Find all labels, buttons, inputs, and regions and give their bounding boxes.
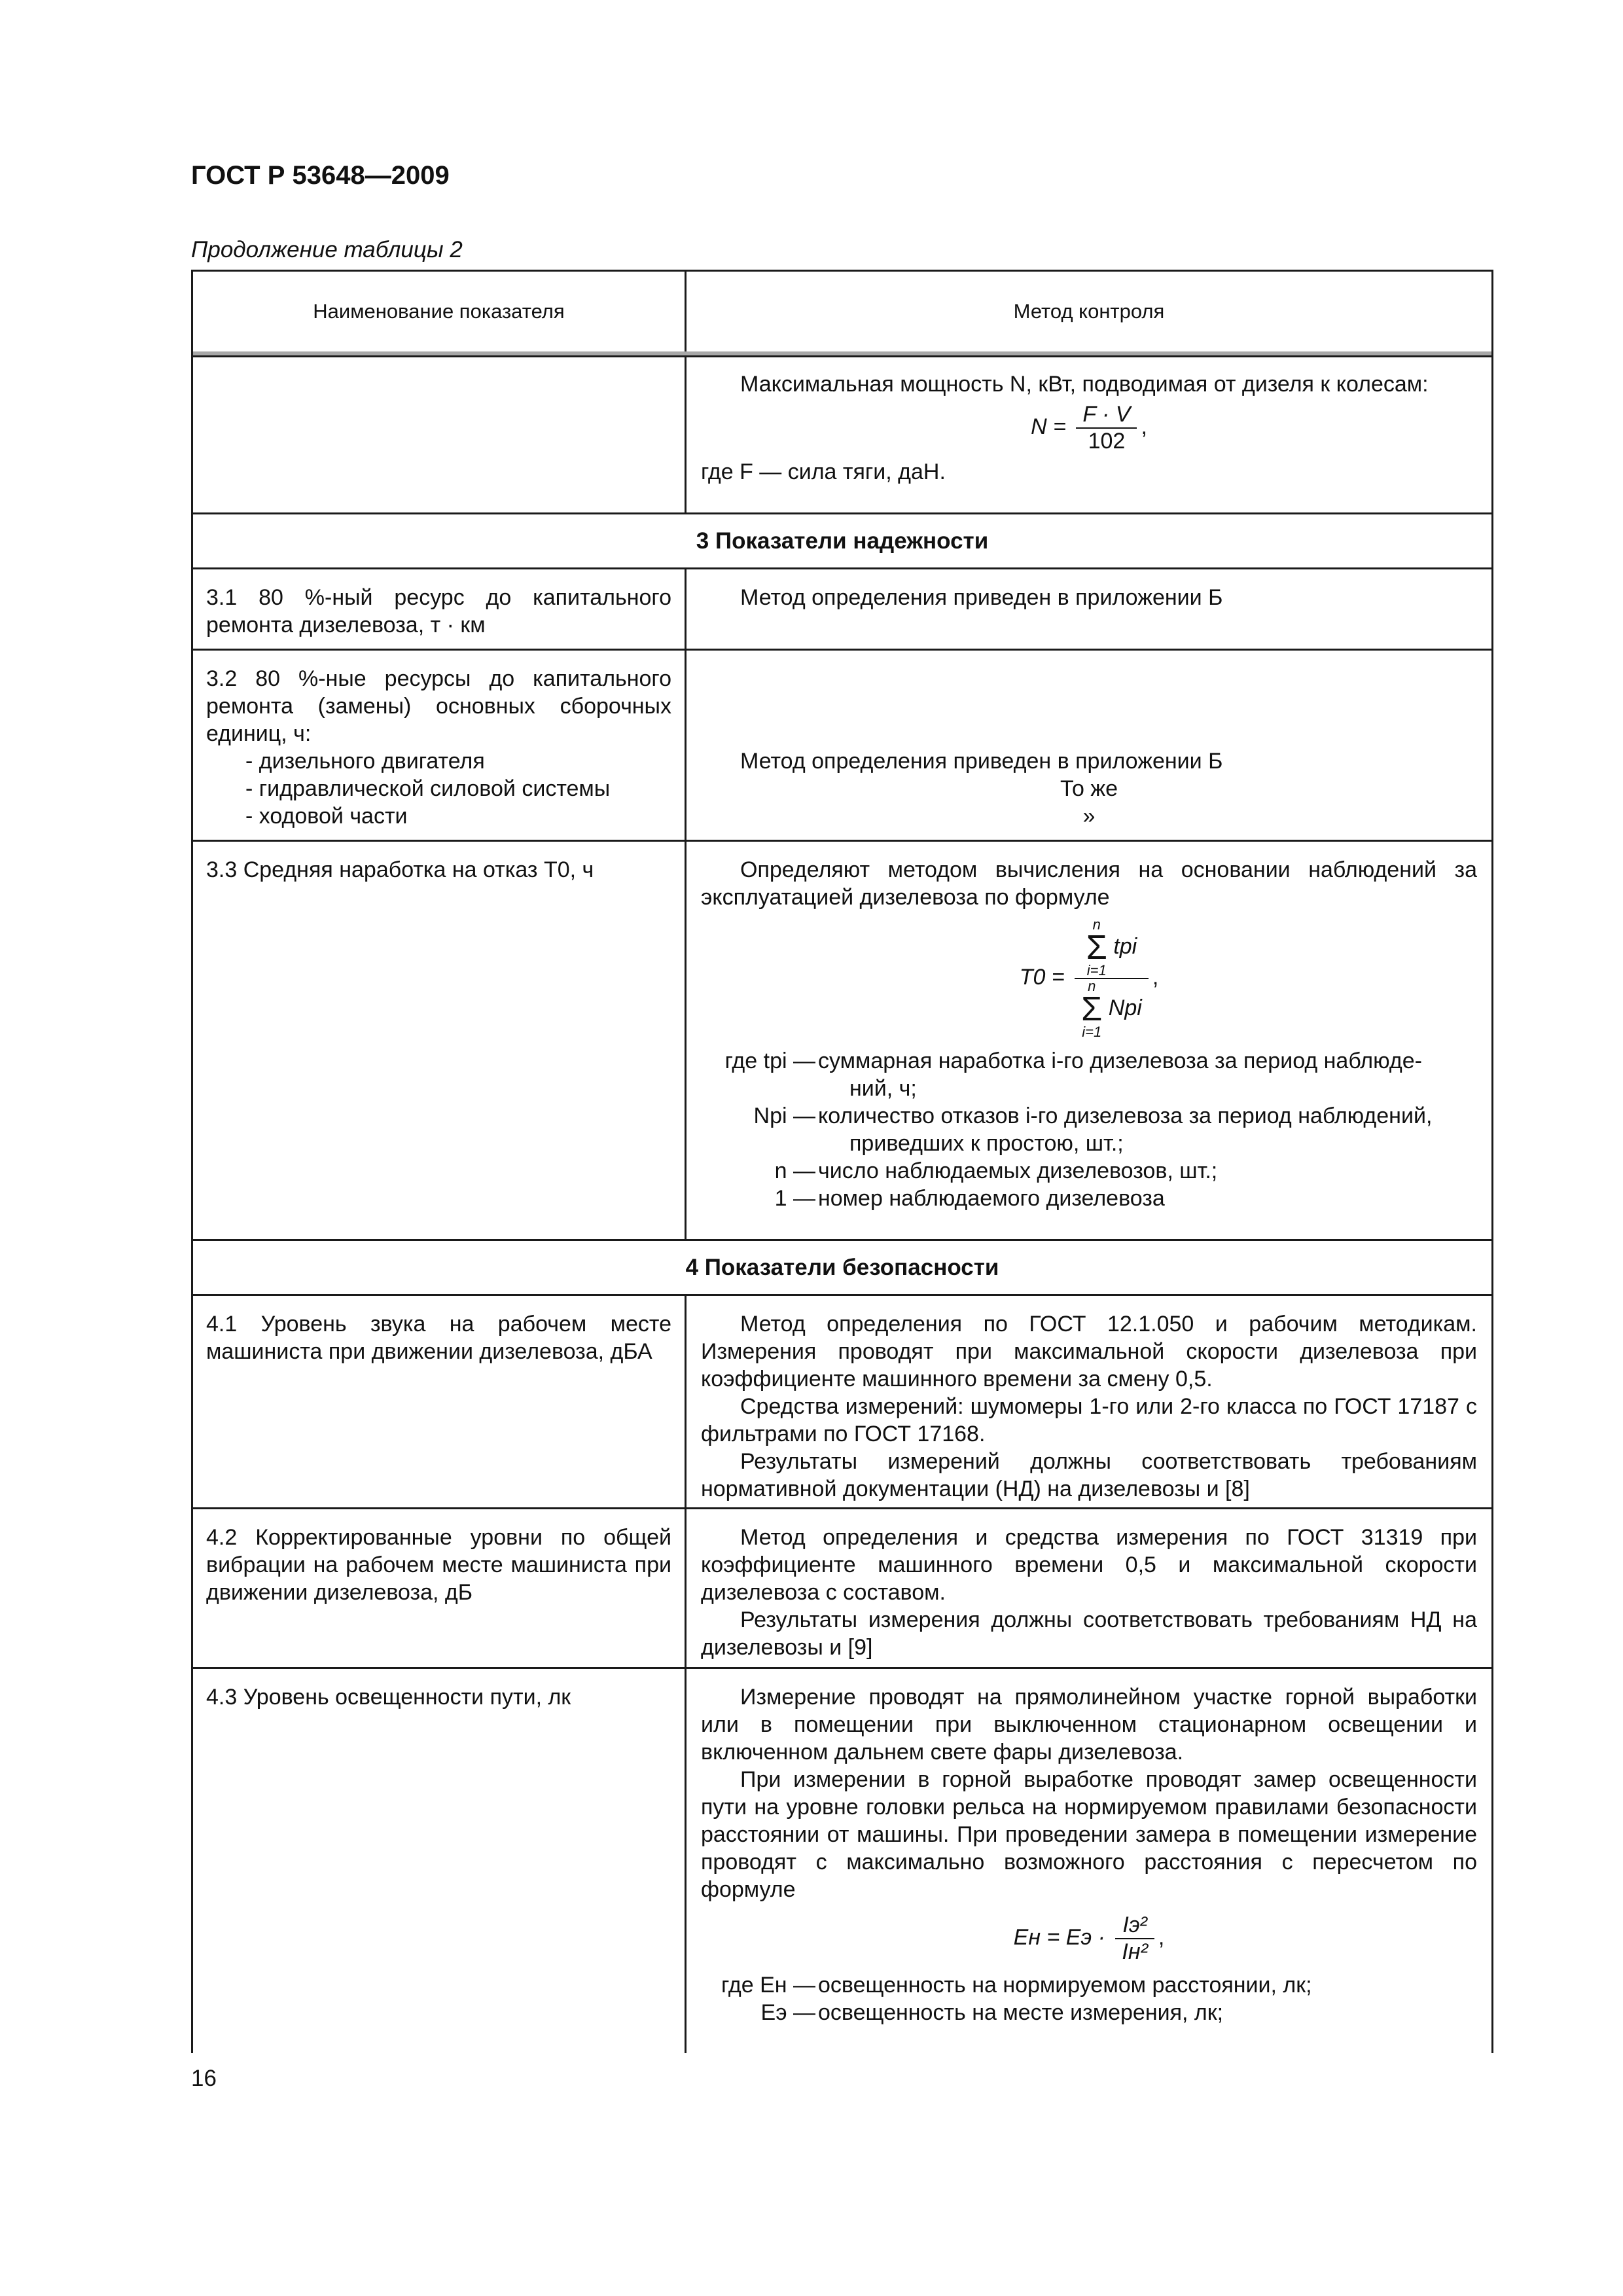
indicator-4-3-text: 4.3 Уровень освещенности пути, лк	[206, 1685, 571, 1710]
method-3-2-line-2: То же	[1060, 776, 1118, 801]
sigma-glyph: Σ	[1081, 990, 1103, 1028]
definition-value: число наблюдаемых дизелевозов, шт.;	[818, 1158, 1218, 1183]
sum-symbol	[1086, 918, 1107, 978]
sigma-glyph: Σ	[1086, 929, 1107, 967]
table-continuation-caption: Продолжение таблицы 2	[191, 237, 463, 262]
indicator-4-1-text: 4.1 Уровень звука на рабочем месте машиниста при движении дизелевоза, дБА	[206, 1312, 671, 1364]
table-row-3-1	[193, 567, 1491, 649]
mtbf-formula	[701, 918, 1477, 1039]
definition-value: освещенность на месте измерения, лк;	[818, 2000, 1224, 2025]
method-4-2-paragraph-1: Метод определения и средства измерения по ГОСТ 31319 при коэффициенте машинного времени 0,5 и максимальной скорости дизелевоза с составом.	[701, 1525, 1477, 1605]
list-item: - дизельного двигателя	[206, 747, 671, 775]
indicator-3-3-text: 3.3 Средняя наработка на отказ T0, ч	[206, 857, 594, 882]
formula-numerator: F · V	[1076, 402, 1137, 429]
cell-method-4-3	[687, 1669, 1491, 2053]
definition-row	[701, 1102, 1477, 1157]
indicators-table	[191, 270, 1493, 2053]
definition-row	[701, 1971, 1477, 1999]
cell-indicator-4-3	[193, 1669, 687, 2053]
list-item: - ходовой части	[206, 802, 671, 830]
column-header-method: Метод контроля	[1013, 300, 1165, 323]
definition-key: Eэ —	[760, 2000, 815, 2025]
cell-indicator-empty	[193, 357, 687, 512]
definition-key: где Eн —	[721, 1973, 815, 1998]
definition-continuation: ний, ч;	[849, 1076, 917, 1101]
method-4-2-paragraph-2: Результаты измерения должны соответствовать требованиям НД на дизелевозы и [9]	[701, 1607, 1477, 1660]
method-3-2-line-3: »	[1082, 804, 1096, 829]
cell-indicator-3-1	[193, 569, 687, 649]
table-row-4-1	[193, 1294, 1491, 1507]
formula-lhs: N =	[1031, 414, 1066, 439]
cell-indicator-3-2	[193, 651, 687, 840]
sum-lower-limit: i=1	[1086, 962, 1107, 978]
table-header-row	[193, 272, 1491, 355]
definition-row	[701, 1185, 1477, 1212]
sum-upper-limit: n	[1088, 978, 1096, 994]
definition-text: количество отказов i-го дизелевоза за период наблюдений,	[818, 1103, 1433, 1128]
definition-key: 1 —	[774, 1186, 815, 1211]
formula-lhs: T0 =	[1019, 964, 1065, 990]
formula-numerator: Iэ²	[1115, 1912, 1154, 1939]
max-power-text: Максимальная мощность N, кВт, подводимая от дизеля к колесам:	[740, 372, 1429, 397]
formula-where-text: где F — сила тяги, даН.	[701, 459, 946, 484]
method-3-2-line-1: Метод определения приведен в приложении Б	[740, 749, 1223, 774]
section-title-reliability: 3 Показатели надежности	[696, 528, 989, 554]
definition-text: суммарная наработка i-го дизелевоза за период наблюде-	[818, 1049, 1422, 1073]
sum-upper-limit: n	[1092, 916, 1101, 933]
list-item: - гидравлической силовой системы	[206, 775, 671, 802]
definition-value	[818, 1102, 1477, 1157]
page-number: 16	[191, 2066, 217, 2091]
method-4-1-paragraph-2: Средства измерений: шумомеры 1-го или 2-го класса по ГОСТ 17187 с фильтрами по ГОСТ 17168.	[701, 1394, 1477, 1446]
cell-method-4-2	[687, 1509, 1491, 1667]
sum-lower-limit: i=1	[1082, 1024, 1102, 1040]
formula-tail: ,	[1152, 964, 1159, 990]
method-4-1-paragraph-3: Результаты измерений должны соответствовать требованиям нормативной документации (НД) на дизелевозы и [8]	[701, 1449, 1477, 1501]
definition-row	[701, 1047, 1477, 1102]
cell-method-3-1	[687, 569, 1491, 649]
indicator-3-1-text: 3.1 80 %-ный ресурс до капитального ремонта дизелевоза, т · км	[206, 585, 671, 637]
formula-fraction	[1075, 918, 1149, 1039]
cell-indicator-4-1	[193, 1296, 687, 1507]
method-4-3-paragraph-1: Измерение проводят на прямолинейном участке горной выработки или в помещении при выключенном стационарном освещении и включенном дальнем свете фары дизелевоза.	[701, 1685, 1477, 1765]
indicator-4-2-text: 4.2 Корректированные уровни по общей вибрации на рабочем месте машиниста при движении дизелевоза, дБ	[206, 1525, 671, 1605]
method-3-1-text: Метод определения приведен в приложении Б	[740, 585, 1223, 610]
table-row-4-2	[193, 1507, 1491, 1667]
formula-lhs: Eн = Eэ ·	[1013, 1924, 1105, 1950]
formula-fraction	[1076, 402, 1137, 454]
section-row-safety	[193, 1239, 1491, 1294]
definition-value: освещенность на нормируемом расстоянии, лк;	[818, 1973, 1312, 1998]
table-row-3-3	[193, 840, 1491, 1239]
definition-row	[701, 1157, 1477, 1185]
formula-tail: ,	[1158, 1924, 1165, 1950]
cell-method-max-power	[687, 357, 1491, 512]
cell-method-3-3	[687, 842, 1491, 1239]
method-3-3-text: Определяют методом вычисления на основании наблюдений за эксплуатацией дизелевоза по формуле	[701, 857, 1477, 910]
column-header-indicator: Наименование показателя	[193, 272, 687, 351]
table-row-4-3	[193, 1667, 1491, 2053]
section-title-safety: 4 Показатели безопасности	[685, 1254, 999, 1280]
definition-value: номер наблюдаемого дизелевоза	[818, 1186, 1165, 1211]
numerator-term: tpi	[1113, 933, 1137, 959]
definition-row	[701, 1999, 1477, 2026]
formula-fraction	[1115, 1912, 1154, 1965]
indicator-3-2-text: 3.2 80 %-ные ресурсы до капитального ремонта (замены) основных сборочных единиц, ч:	[206, 666, 671, 746]
cell-method-3-2	[687, 651, 1491, 840]
formula-tail: ,	[1141, 414, 1147, 439]
formula-denominator: 102	[1088, 429, 1126, 454]
definition-key: где tpi —	[724, 1049, 815, 1073]
formula-denominator: Iн²	[1122, 1939, 1148, 1964]
definition-key: Npi —	[753, 1103, 815, 1128]
mtbf-definitions	[701, 1047, 1477, 1212]
assembly-units-list	[206, 747, 671, 830]
method-4-3-paragraph-2: При измерении в горной выработке проводят замер освещенности пути на уровне головки рельса на нормируемом правилами безопасности расстоянии от машины. При проведении замера в помещении измерение проводят с максимально возможного расстояния с пересчетом по формуле	[701, 1767, 1477, 1902]
definition-continuation: приведших к простою, шт.;	[849, 1131, 1124, 1156]
method-4-1-paragraph-1: Метод определения по ГОСТ 12.1.050 и рабочим методикам. Измерения проводят при максимальной скорости дизелевоза при коэффициенте машинного времени за смену 0,5.	[701, 1312, 1477, 1391]
definition-key: n —	[774, 1158, 815, 1183]
definition-value	[818, 1047, 1477, 1102]
cell-indicator-4-2	[193, 1509, 687, 1667]
sum-symbol	[1081, 979, 1102, 1039]
formula-denominator	[1075, 979, 1149, 1039]
denominator-term: Npi	[1108, 995, 1142, 1020]
table-row-max-power	[193, 355, 1491, 512]
cell-indicator-3-3	[193, 842, 687, 1239]
cell-method-4-1	[687, 1296, 1491, 1507]
power-formula	[701, 402, 1477, 454]
section-row-reliability	[193, 512, 1491, 567]
illuminance-formula	[701, 1912, 1477, 1965]
formula-numerator	[1075, 918, 1149, 979]
document-code: ГОСТ Р 53648—2009	[191, 161, 450, 190]
illuminance-definitions	[701, 1971, 1477, 2026]
table-row-3-2	[193, 649, 1491, 840]
